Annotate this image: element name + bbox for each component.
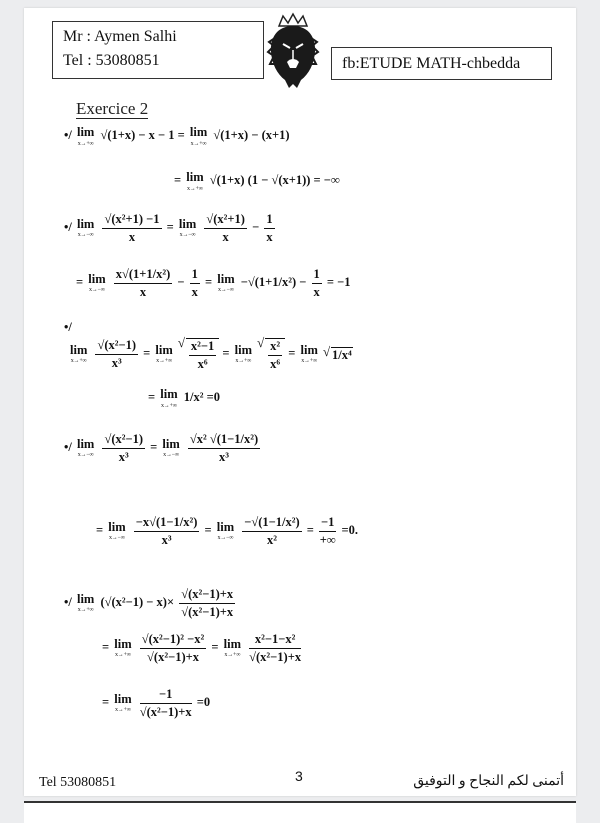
limit-operator: lim x→+∞ [189, 125, 208, 147]
equation-5-line-3: = lim x→+∞ $\frac{-1}{\text{√(x²−1)+x}}$ =0 [102, 687, 211, 719]
equation-1-line-1: •/ lim x→+∞ √(1+x) − x − 1 = lim x→+∞ √(1+x) − (x+1) [64, 125, 290, 147]
eq1-line2-root: √(1+x) [209, 173, 245, 188]
limit-operator: lim x→−∞ [76, 436, 95, 459]
eq4-lhs-fraction: $\frac{\text{√(x²−1)}}{\text{x³}}$ [104, 432, 144, 464]
limit-operator: lim x→+∞ [160, 387, 178, 409]
eq5-l3-fraction: $\frac{-1}{\text{√(x²−1)+x}}$ [139, 687, 192, 719]
equation-5-line-1 [64, 588, 237, 618]
eq3-r2-fraction: √ $\frac{\text{x²}}{\text{x⁶}}$ [270, 339, 281, 371]
document-page [24, 8, 576, 796]
equation-4-line-2: = lim x→−∞ $\frac{\text{−x√(1−1/x²)}}{\text{x³}}$ = lim x→−∞ $\frac{\text{−√(1−1/x²)}}{\text{x²}}$ = $\frac{-1}{+\infty}$ =0. [96, 515, 359, 547]
bullet-1: •/ [64, 128, 72, 143]
equation-1-line-2: = lim x→+∞ √(1+x) (1 − √(x+1)) = −∞ [174, 170, 340, 192]
eq1-lhs: √(1+x) − x − 1 [100, 128, 175, 143]
author-name: Mr : Aymen Salhi [63, 28, 177, 45]
eq2-line2-one-over-x: $\frac{1}{x}$ [191, 267, 198, 299]
limit-operator: lim x→+∞ [76, 591, 95, 614]
next-page-edge [24, 801, 576, 823]
eq3-r3: √ 1/x⁴ [331, 347, 353, 362]
equation-3-line-2: = lim x→+∞ 1/x² =0 [148, 387, 220, 409]
bullet-3: •/ [64, 320, 72, 334]
limit-operator: lim x→−∞ [76, 216, 95, 239]
eq2-line2-last-fraction: $\frac{1}{x}$ [313, 267, 320, 299]
eq3-lhs-fraction: $\frac{\text{√(x²−1)}}{\text{x³}}$ [97, 338, 137, 370]
bullet-2: •/ [64, 219, 72, 234]
limit-operator: lim x→+∞ [70, 342, 88, 365]
footer-tel: Tel 53080851 [39, 775, 117, 790]
limit-operator: lim x→+∞ [300, 342, 318, 365]
eq4-l2a-fraction: $\frac{\text{−x√(1−1/x²)}}{\text{x³}}$ [135, 515, 198, 547]
eq2-rhs-fraction: $\frac{\text{√(x²+1)}}{x}$ [206, 212, 245, 244]
equation-5-line-2: = lim x→+∞ $\frac{\text{√(x²−1)² −x²}}{\text{√(x²−1)+x}}$ = lim x→+∞ $\frac{\text{x²−1−x²}}{\text{√(x²−1)+x}}$ [102, 632, 302, 664]
limit-operator: lim x→+∞ [76, 125, 95, 147]
equation-2-line-2: = lim x→−∞ $\frac{\text{x√(1+1/x²)}}{x}$ − $\frac{1}{x}$ = lim x→−∞ −√(1+1/x²) − $\frac{1}{x}$ = −1 [76, 267, 351, 299]
author-tel: Tel : 53080851 [63, 52, 160, 69]
limit-operator: lim x→−∞ [216, 519, 235, 542]
eq4-l2c-fraction: $\frac{-1}{+\infty}$ [319, 515, 336, 547]
eq5-lhs: (√(x²−1) − x)× [100, 594, 175, 609]
eq2-lhs-fraction: $\frac{\text{√(x²+1) −1}}{x}$ [104, 212, 160, 244]
limit-operator: lim x→−∞ [178, 216, 197, 239]
limit-operator: lim x→+∞ [234, 342, 253, 365]
limit-operator: lim x→−∞ [217, 271, 235, 294]
facebook-box [331, 47, 552, 80]
exercise-title: Exercice 2 [76, 99, 149, 118]
eq2-one-over-x: $\frac{1}{x}$ [266, 212, 273, 244]
footer-arabic-wish: أتمنى لكم النجاح و التوفيق [413, 774, 564, 789]
eq5-mult-fraction: $\frac{\text{√(x²−1)+x}}{\text{√(x²−1)+x}}$ [181, 587, 234, 619]
limit-operator: lim x→−∞ [88, 271, 106, 294]
eq1-line2-factor: (1 − √(x+1)) = −∞ [247, 173, 340, 188]
eq4-l2b-fraction: $\frac{\text{−√(1−1/x²)}}{\text{x²}}$ [244, 515, 300, 547]
eq2-line2-fraction: $\frac{\text{x√(1+1/x²)}}{x}$ [115, 267, 171, 299]
limit-operator: lim x→+∞ [114, 636, 132, 659]
lion-head-logo-icon [265, 12, 321, 92]
limit-operator: lim x→+∞ [114, 691, 132, 714]
limit-operator: lim x→−∞ [108, 519, 126, 542]
eq5-l2a-fraction: $\frac{\text{√(x²−1)² −x²}}{\text{√(x²−1)+x}}$ [141, 632, 205, 664]
equation-3-line-1: lim x→+∞ $\frac{\text{√(x²−1)}}{\text{x³}}$ = lim x→+∞ √ $\frac{\text{x²−1}}{\text{x⁶}}$ = lim x→+∞ √ $\frac{\text{x²}}{\text{x⁶}}$ = lim x→+∞ √ 1/x⁴ [68, 338, 353, 370]
bullet-4: •/ [64, 439, 72, 454]
eq2-line2-mid: −√(1+1/x²) − [240, 274, 307, 289]
limit-operator: lim x→+∞ [186, 170, 204, 192]
facebook-label: fb:ETUDE MATH-chbedda [342, 55, 521, 72]
limit-operator: lim x→+∞ [223, 636, 242, 659]
page-number: 3 [295, 768, 303, 784]
eq4-rhs-fraction: $\frac{\text{√x² √(1−1/x²)}}{\text{x³}}$ [189, 432, 259, 464]
bullet-5: •/ [64, 594, 72, 609]
eq3-line2-fraction: 1/x² [183, 390, 204, 405]
equation-2-line-1: •/ lim x→−∞ $\frac{\text{√(x²+1) −1}}{x}$ = lim x→−∞ $\frac{\text{√(x²+1)}}{x}$ − $\frac{1}{x}$ [64, 212, 273, 244]
eq3-r1-fraction: √ $\frac{\text{x²−1}}{\text{x⁶}}$ [190, 339, 215, 371]
limit-operator: lim x→+∞ [155, 342, 173, 365]
limit-operator: lim x→−∞ [162, 436, 180, 459]
equation-4-line-1: •/ lim x→−∞ $\frac{\text{√(x²−1)}}{\text{x³}}$ = lim x→−∞ $\frac{\text{√x² √(1−1/x²)}}{\text{x³}}$ [64, 432, 259, 464]
author-box [52, 21, 264, 79]
eq5-l2b-fraction: $\frac{\text{x²−1−x²}}{\text{√(x²−1)+x}}$ [249, 632, 302, 664]
eq1-rhs: √(1+x) − (x+1) [213, 128, 290, 143]
